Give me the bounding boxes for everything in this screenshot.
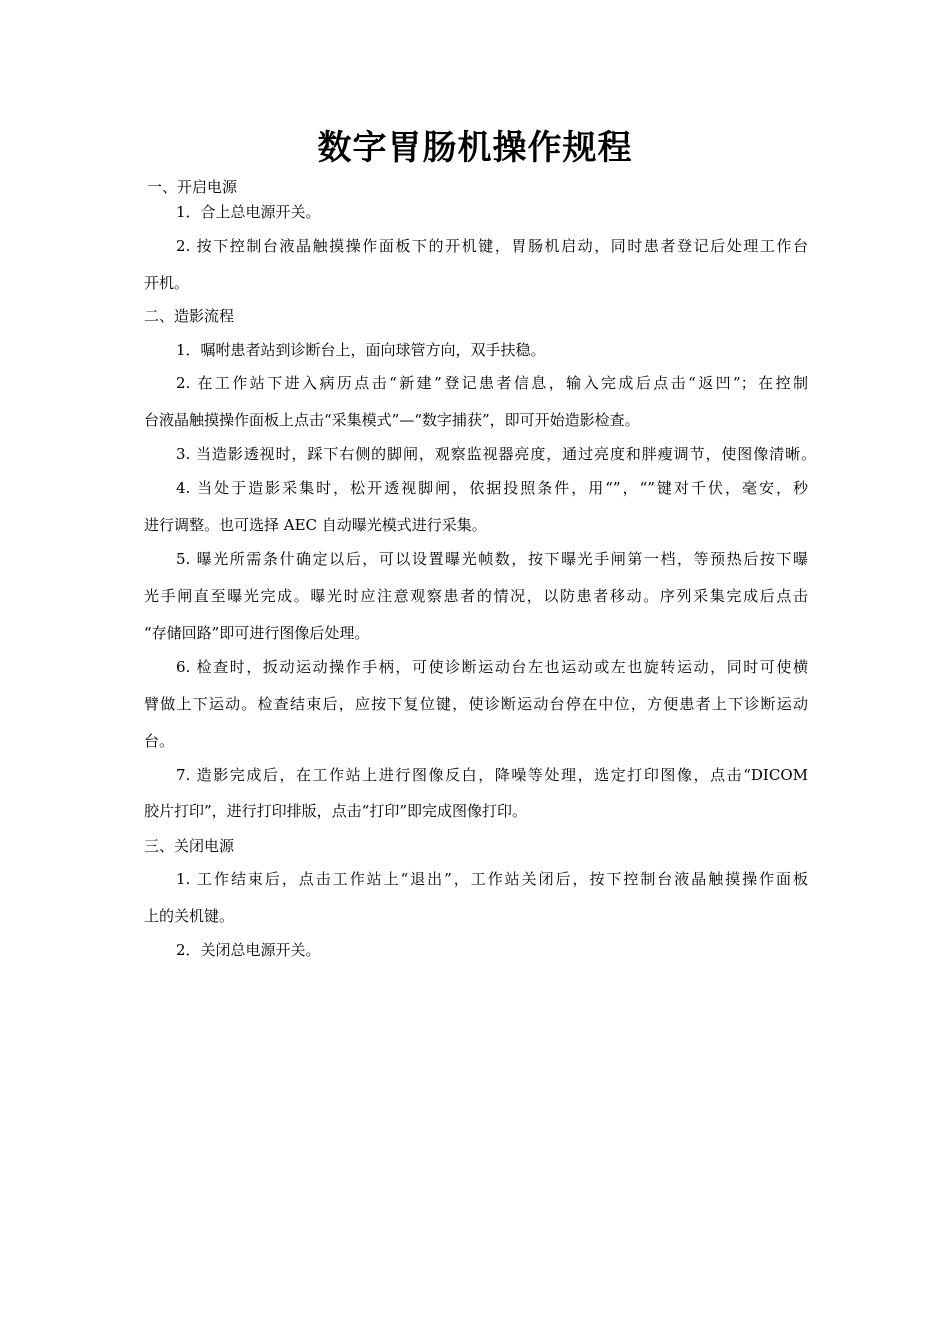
paragraph-line: 台。 bbox=[144, 732, 175, 750]
paragraph-line: 1．嘱咐患者站到诊断台上，面向球管方向，双手扶稳。 bbox=[176, 341, 546, 359]
section-heading-power-off: 三、关闭电源 bbox=[144, 837, 235, 855]
paragraph-line: 臂做上下运动。检查结束后，应按下复位键，使诊断运动台停在中位，方便患者上下诊断运动 bbox=[144, 695, 808, 713]
paragraph-line: 上的关机键。 bbox=[144, 907, 235, 925]
paragraph-line: 7. 造影完成后，在工作站上进行图像反白，降噪等处理，选定打印图像，点击“DICOM bbox=[176, 766, 808, 784]
section-heading-power-on: 一、开启电源 bbox=[147, 178, 238, 196]
paragraph-line: 3. 当造影透视时，踩下右侧的脚闸，观察监视器亮度，通过亮度和胖瘦调节，使图像清晰。 bbox=[176, 445, 816, 463]
paragraph-line: 1. 工作结束后，点击工作站上“退出”，工作站关闭后，按下控制台液晶触摸操作面板 bbox=[176, 870, 808, 888]
paragraph-line: 2. 在工作站下进入病历点击“新建”登记患者信息，输入完成后点击“返凹”；在控制 bbox=[176, 374, 808, 392]
paragraph-line: 5. 曝光所需条什确定以后，可以设置曝光帧数，按下曝光手闸第一档，等预热后按下曝 bbox=[176, 550, 808, 568]
paragraph-line: 4. 当处于造影采集时，松开透视脚闸，依据投照条件，用“”，“”键对千伏，毫安，秒 bbox=[176, 479, 808, 497]
paragraph-line: 2．关闭总电源开关。 bbox=[176, 941, 321, 959]
section-heading-procedure: 二、造影流程 bbox=[144, 307, 235, 325]
page-title: 数字胃肠机操作规程 bbox=[317, 128, 633, 168]
paragraph-line: 6. 检查时，扳动运动操作手柄，可使诊断运动台左也运动或左也旋转运动，同时可使横 bbox=[176, 658, 808, 676]
paragraph-line: 2. 按下控制台液晶触摸操作面板下的开机键，胃肠机启动，同时患者登记后处理工作台 bbox=[176, 237, 808, 255]
paragraph-line: 1．合上总电源开关。 bbox=[176, 203, 321, 221]
paragraph-line: 光手闸直至曝光完成。曝光时应注意观察患者的情况，以防患者移动。序列采集完成后点击 bbox=[144, 587, 808, 605]
paragraph-line: 胶片打印”，进行打印排版，点击“打印”即完成图像打印。 bbox=[144, 802, 528, 820]
paragraph-line: 台液晶触摸操作面板上点击“采集模式”—“数字捕获”，即可开始造影检查。 bbox=[144, 411, 640, 429]
paragraph-line: 进行调整。也可选择 AEC 自动曝光模式进行采集。 bbox=[144, 516, 487, 534]
paragraph-line: “存储回路”即可进行图像后处理。 bbox=[144, 624, 370, 642]
paragraph-line: 开机。 bbox=[144, 274, 190, 292]
